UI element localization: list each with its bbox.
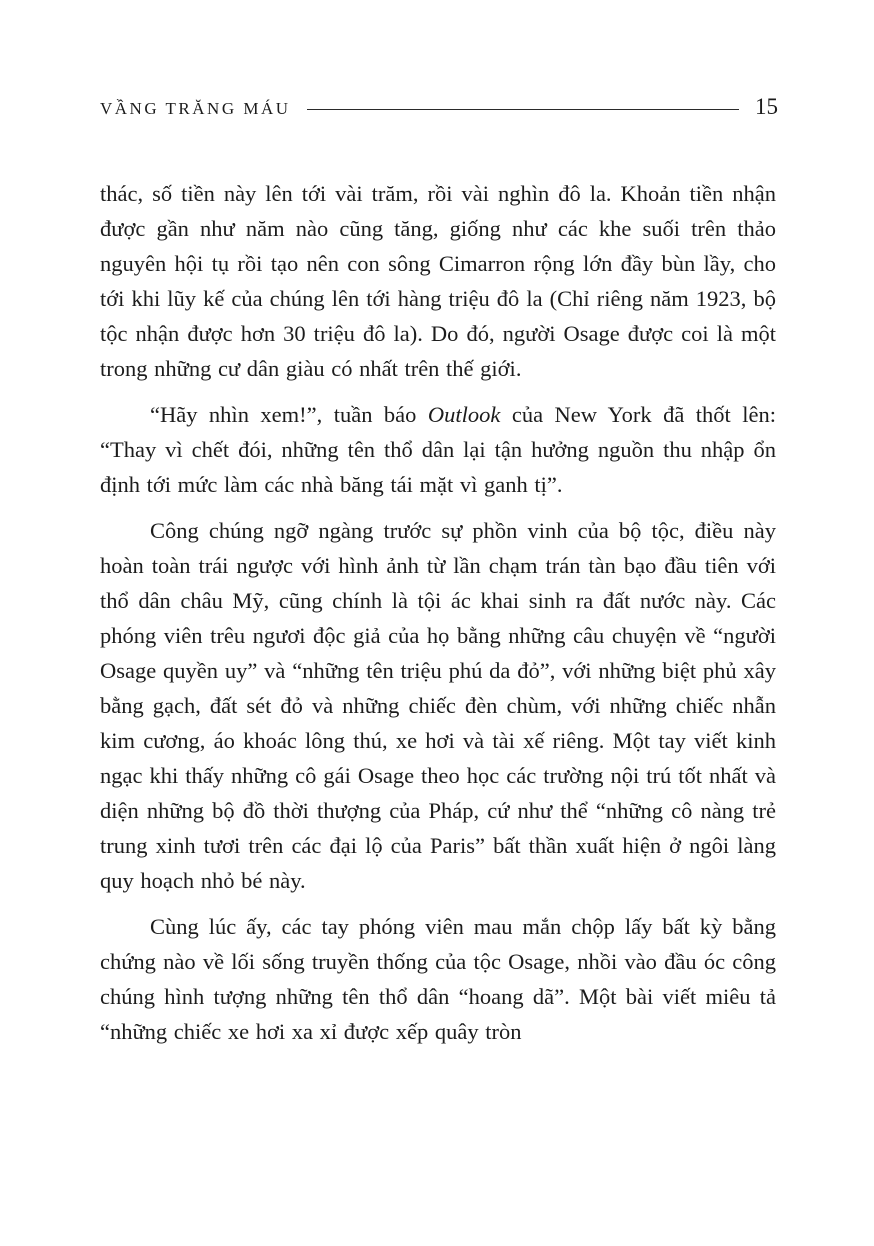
magazine-name: Outlook — [427, 402, 501, 427]
paragraph-2-text-before: “Hãy nhìn xem!”, tuần báo — [150, 402, 428, 427]
paragraph-2 — [100, 397, 776, 502]
page-body — [100, 176, 776, 1049]
paragraph-3: Công chúng ngỡ ngàng trước sự phồn vinh của bộ tộc, điều này hoàn toàn trái ngược với hình ảnh từ lần chạm trán tàn bạo đầu tiên với thổ dân châu Mỹ, cũng chính là tội ác khai sinh ra đất nước này. Các phóng viên trêu ngươi độc giả của họ bằng những câu chuyện về “người Osage quyền uy” và “những tên triệu phú da đỏ”, với những biệt phủ xây bằng gạch, đất sét đỏ và những chiếc đèn chùm, với những chiếc nhẫn kim cương, áo khoác lông thú, xe hơi và tài xế riêng. Một tay viết kinh ngạc khi thấy những cô gái Osage theo học các trường nội trú tốt nhất và diện những bộ đồ thời thượng của Pháp, cứ như thể “những cô nàng trẻ trung xinh tươi trên các đại lộ của Paris” bất thần xuất hiện ở ngôi làng quy hoạch nhỏ bé này. — [100, 518, 776, 893]
page-header — [100, 94, 778, 120]
book-title: VẦNG TRĂNG MÁU — [100, 99, 291, 118]
paragraph-2-text-after: của New York đã thốt lên: “Thay vì chết đói, những tên thổ dân lại tận hưởng nguồn thu nhập ổn định tới mức làm các nhà băng tái mặt vì ganh tị”. — [100, 402, 777, 497]
paragraph-1: thác, số tiền này lên tới vài trăm, rồi vài nghìn đô la. Khoản tiền nhận được gần như năm nào cũng tăng, giống như các khe suối trên thảo nguyên hội tụ rồi tạo nên con sông Cimarron rộng lớn đầy bùn lầy, cho tới khi lũy kế của chúng lên tới hàng triệu đô la (Chỉ riêng năm 1923, bộ tộc nhận được hơn 30 triệu đô la). Do đó, người Osage được coi là một trong những cư dân giàu có nhất trên thế giới. — [100, 181, 776, 381]
header-rule — [307, 109, 739, 110]
paragraph-4: Cùng lúc ấy, các tay phóng viên mau mắn chộp lấy bất kỳ bằng chứng nào về lối sống truyền thống của tộc Osage, nhồi vào đầu óc công chúng hình tượng những tên thổ dân “hoang dã”. Một bài viết miêu tả “những chiếc xe hơi xa xỉ được xếp quây tròn — [100, 914, 776, 1044]
page-number: 15 — [755, 94, 778, 119]
